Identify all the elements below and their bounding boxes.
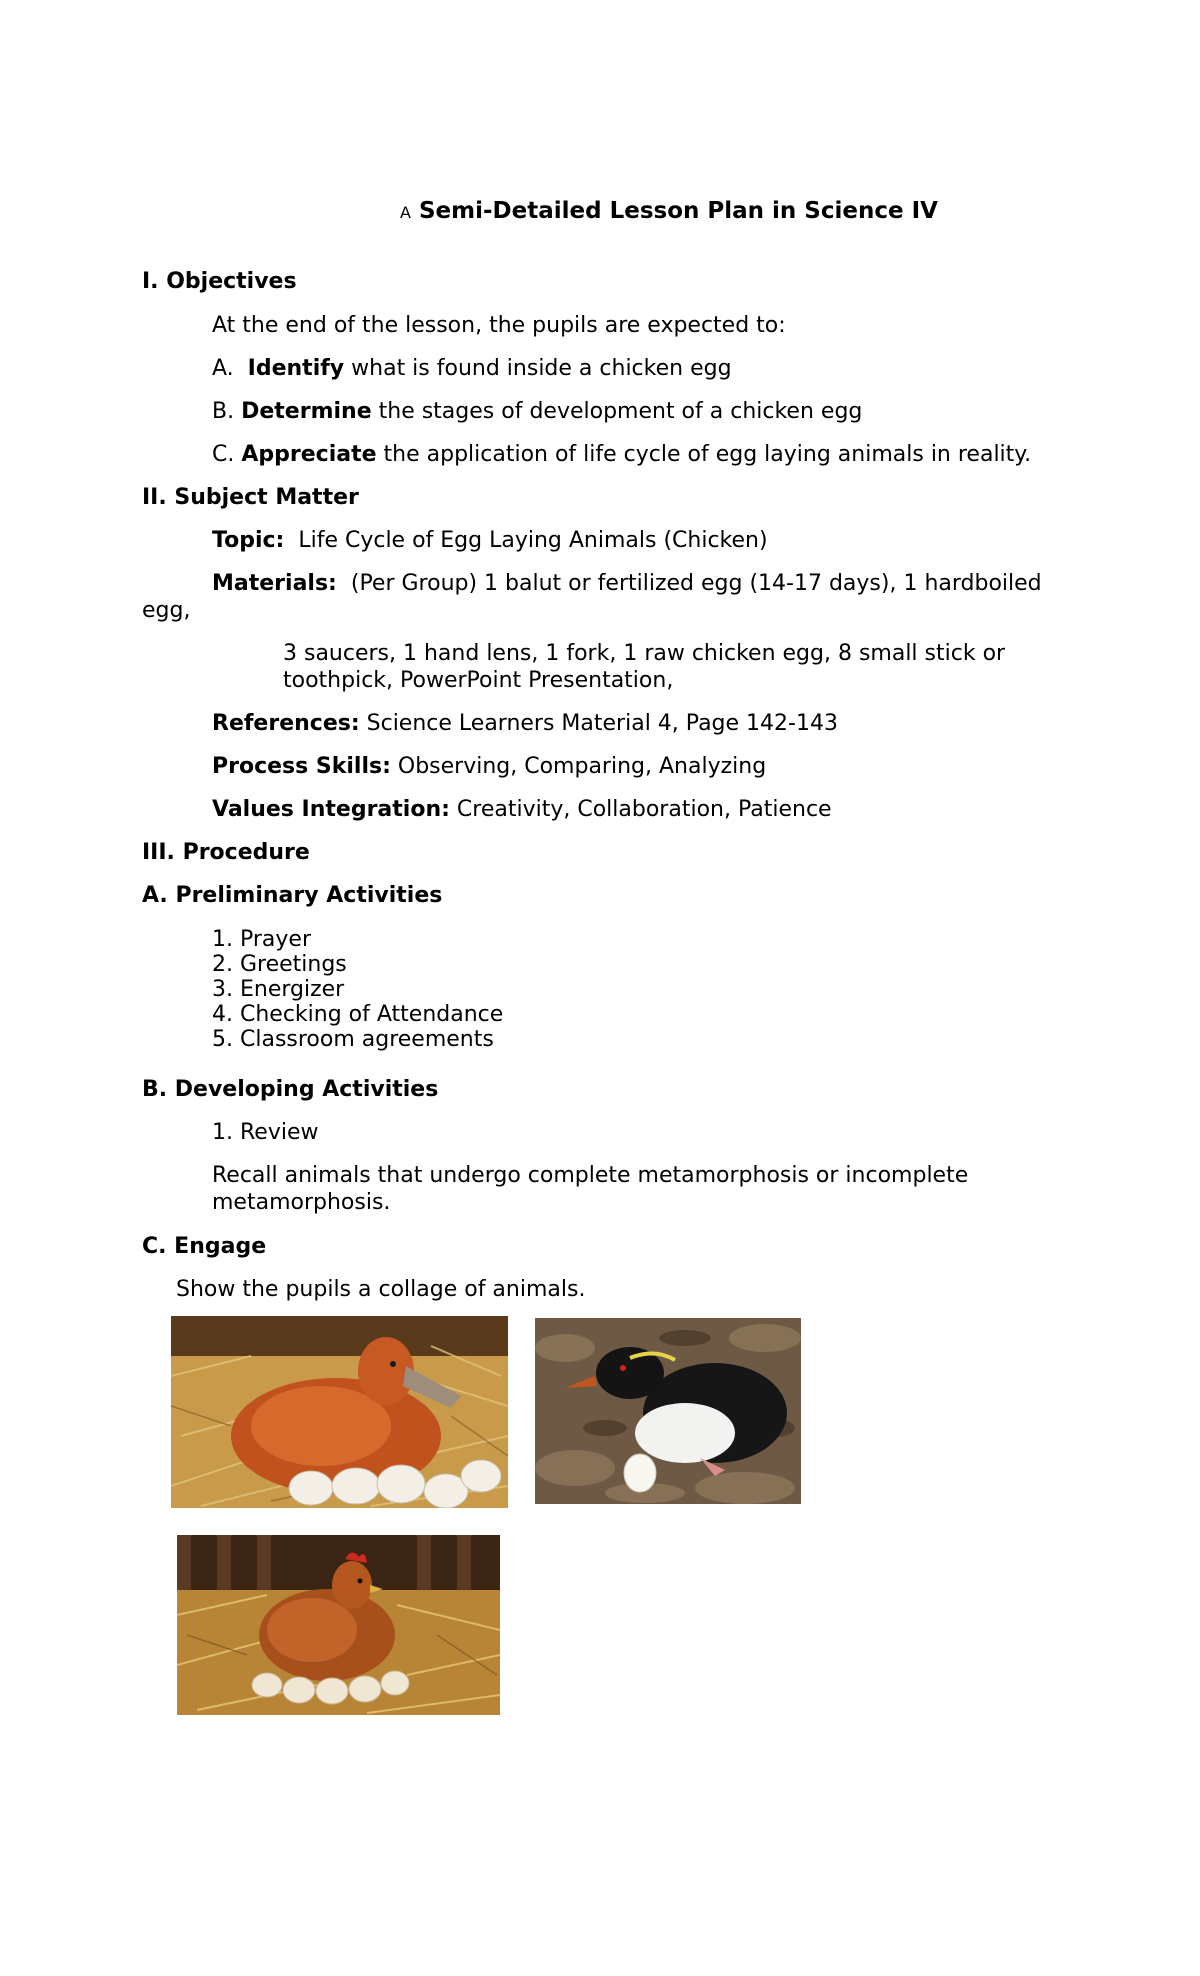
references-line — [212, 710, 838, 737]
materials-line3: 3 saucers, 1 hand lens, 1 fork, 1 raw chicken egg, 8 small stick or — [283, 641, 1006, 666]
procedure-heading: III. Procedure — [142, 840, 310, 865]
objective-b-marker: B. — [212, 399, 235, 424]
objective-c-verb: Appreciate — [241, 442, 377, 467]
engage-text: Show the pupils a collage of animals. — [176, 1277, 586, 1302]
objective-a — [212, 355, 732, 382]
preliminary-item: 5. Classroom agreements — [212, 1027, 494, 1052]
materials-label: Materials: — [212, 571, 337, 596]
materials-line1: (Per Group) 1 balut or fertilized egg (14-17 days), 1 hardboiled — [350, 571, 1042, 596]
topic-value: Life Cycle of Egg Laying Animals (Chicken) — [298, 528, 768, 553]
values-integration-line — [212, 796, 832, 823]
materials-line4: toothpick, PowerPoint Presentation, — [283, 668, 674, 693]
duck-with-eggs-photo — [171, 1316, 508, 1508]
objective-a-marker: A. — [212, 356, 234, 381]
preliminary-item: 3. Energizer — [212, 977, 345, 1002]
references-label: References: — [212, 711, 360, 736]
subject-matter-heading: II. Subject Matter — [142, 485, 359, 510]
process-skills-label: Process Skills: — [212, 754, 391, 779]
review-item: 1. Review — [212, 1120, 319, 1145]
objective-a-verb: Identify — [247, 356, 345, 381]
values-integration-value: Creativity, Collaboration, Patience — [449, 797, 832, 822]
title-main: Semi-Detailed Lesson Plan in Science IV — [418, 198, 938, 224]
document-title — [400, 198, 938, 224]
preliminary-item: 1. Prayer — [212, 927, 311, 952]
review-text-line1: Recall animals that undergo complete metamorphosis or incomplete — [212, 1163, 969, 1188]
objectives-intro: At the end of the lesson, the pupils are expected to: — [212, 313, 786, 338]
objective-c-text: the application of life cycle of egg laying animals in reality. — [376, 442, 1032, 467]
materials-line2: egg, — [142, 598, 191, 623]
topic-label: Topic: — [212, 528, 285, 553]
engage-heading: C. Engage — [142, 1234, 267, 1259]
objective-a-text: what is found inside a chicken egg — [344, 356, 732, 381]
process-skills-value: Observing, Comparing, Analyzing — [390, 754, 767, 779]
review-text-line2: metamorphosis. — [212, 1190, 391, 1215]
objective-c-marker: C. — [212, 442, 235, 467]
developing-activities-heading: B. Developing Activities — [142, 1077, 439, 1102]
objective-c — [212, 441, 1031, 468]
values-integration-label: Values Integration: — [212, 797, 450, 822]
penguin-with-egg-photo — [535, 1318, 801, 1504]
hen-with-eggs-photo — [177, 1535, 500, 1715]
objective-b-text: the stages of development of a chicken egg — [371, 399, 863, 424]
preliminary-item: 2. Greetings — [212, 952, 347, 977]
process-skills-line — [212, 753, 766, 780]
objective-b — [212, 398, 862, 425]
preliminary-activities-heading: A. Preliminary Activities — [142, 883, 443, 908]
title-prefix: A — [400, 203, 411, 222]
topic-line — [212, 527, 768, 554]
preliminary-item: 4. Checking of Attendance — [212, 1002, 504, 1027]
objectives-heading: I. Objectives — [142, 269, 297, 294]
references-value: Science Learners Material 4, Page 142-143 — [359, 711, 838, 736]
materials-line — [212, 570, 1042, 597]
objective-b-verb: Determine — [241, 399, 372, 424]
